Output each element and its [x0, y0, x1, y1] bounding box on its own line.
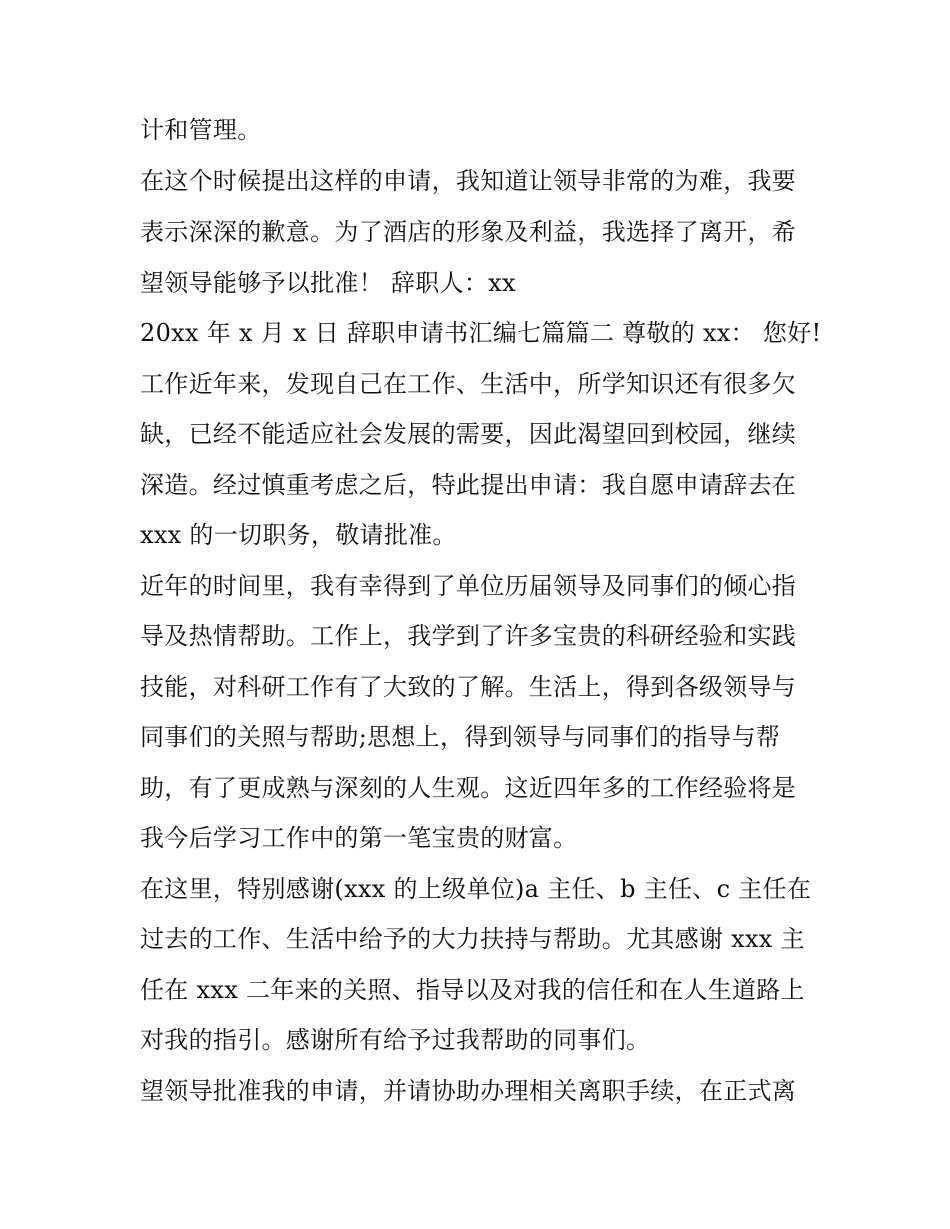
text-line: 任在 xxx 二年来的关照、指导以及对我的信任和在人生道路上: [140, 976, 805, 1004]
text-line: 导及热情帮助。工作上，我学到了许多宝贵的科研经验和实践: [140, 622, 797, 650]
text-line: 同事们的关照与帮助;思想上，得到领导与同事们的指导与帮: [140, 723, 781, 751]
text-line: 我今后学习工作中的第一笔宝贵的财富。: [140, 824, 578, 852]
text-line: 20xx 年 x 月 x 日 辞职申请书汇编七篇篇二 尊敬的 xx： 您好!: [140, 319, 822, 347]
text-line: 缺，已经不能适应社会发展的需要，因此渴望回到校园，继续: [140, 420, 797, 448]
text-line: 计和管理。: [140, 116, 262, 144]
text-line: 深造。经过慎重考虑之后，特此提出申请：我自愿申请辞去在: [140, 471, 797, 499]
text-line: 表示深深的歉意。为了酒店的形象及利益，我选择了离开，希: [140, 218, 797, 246]
text-line: 望领导能够予以批准！ 辞职人：xx: [140, 269, 516, 297]
text-line: 过去的工作、生活中给予的大力扶持与帮助。尤其感谢 xxx 主: [140, 925, 805, 953]
text-line: 近年的时间里，我有幸得到了单位历届领导及同事们的倾心指: [140, 572, 797, 600]
text-line: 技能，对科研工作有了大致的了解。生活上，得到各级领导与: [140, 673, 797, 701]
text-line: 工作近年来，发现自己在工作、生活中，所学知识还有很多欠: [140, 370, 797, 398]
text-line: 望领导批准我的申请，并请协助办理相关离职手续，在正式离: [140, 1077, 797, 1105]
text-line: 在这个时候提出这样的申请，我知道让领导非常的为难，我要: [140, 167, 797, 195]
text-line: 对我的指引。感谢所有给予过我帮助的同事们。: [140, 1026, 651, 1054]
text-line: 助，有了更成熟与深刻的人生观。这近四年多的工作经验将是: [140, 774, 797, 802]
text-line: xxx 的一切职务，敬请批准。: [140, 521, 457, 549]
text-line: 在这里，特别感谢(xxx 的上级单位)a 主任、b 主任、c 主任在: [140, 875, 812, 903]
